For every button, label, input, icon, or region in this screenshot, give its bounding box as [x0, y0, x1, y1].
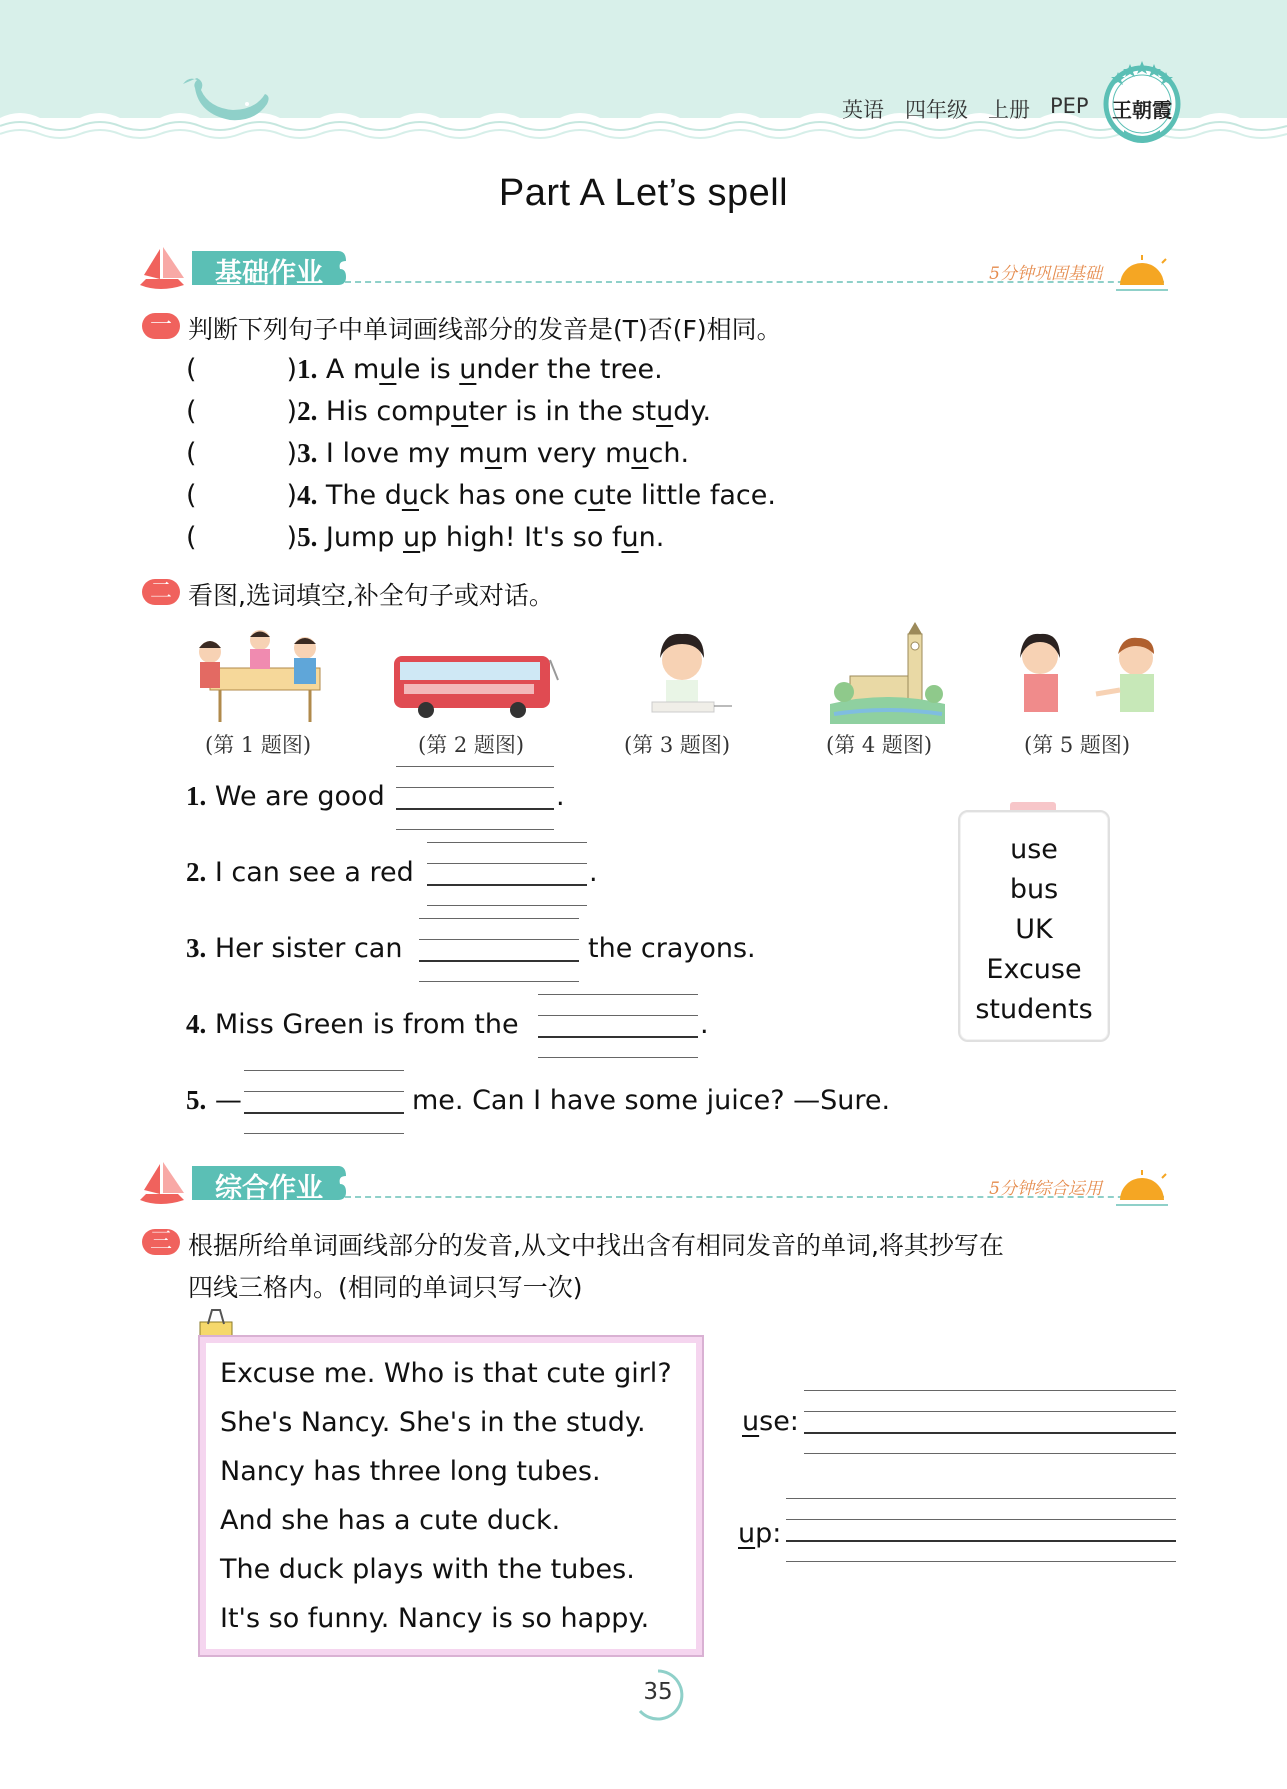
sentence-number: 4.	[186, 1009, 207, 1039]
prompt-use: use:	[742, 1406, 799, 1437]
section-banner-comprehensive	[140, 1160, 1172, 1210]
item-text: The d	[317, 480, 402, 511]
picture-caption: (第 1 题图)	[205, 733, 312, 757]
word-bank-item: use	[1010, 834, 1058, 865]
section-label: 综合作业	[215, 1173, 323, 1204]
answer-paren-open[interactable]: (	[186, 396, 197, 427]
item-text: n.	[638, 522, 665, 553]
passage-line: She's Nancy. She's in the study.	[220, 1407, 646, 1438]
fill-sentence-5	[186, 1085, 242, 1116]
picture-caption: (第 4 题图)	[826, 733, 933, 757]
passage-line: The duck plays with the tubes.	[220, 1554, 635, 1585]
underlined-letter: u	[379, 354, 397, 385]
underlined-letter: u	[656, 396, 674, 427]
underlined-letter: u	[451, 396, 469, 427]
picture-caption: (第 3 题图)	[624, 733, 731, 757]
answer-blank-3[interactable]	[419, 918, 579, 982]
item-text: His comp	[317, 396, 452, 427]
fill-sentence-1	[186, 781, 385, 812]
sentence-number: 3.	[186, 933, 207, 963]
item-number: 1.	[297, 354, 318, 384]
sentence-number: 1.	[186, 781, 207, 811]
writing-lines-up[interactable]	[786, 1498, 1176, 1562]
item-text: ck has one c	[419, 480, 589, 511]
item-text: dy.	[673, 396, 712, 427]
sunrise-icon	[1112, 255, 1172, 295]
answer-paren-open[interactable]: (	[186, 522, 197, 553]
sentence-end: .	[700, 1009, 709, 1040]
underlined-letter: u	[621, 522, 639, 553]
question-number-badge: 一	[142, 313, 180, 339]
question-title: 看图,选词填空,补全句子或对话。	[188, 581, 554, 610]
item-text: A m	[317, 354, 380, 385]
word-bank-item: students	[975, 994, 1093, 1025]
prompt-up: up:	[738, 1518, 782, 1549]
section-note: 5分钟巩固基础	[989, 264, 1102, 284]
answer-paren-close[interactable]: )	[286, 522, 298, 553]
brand-logo	[1102, 58, 1182, 146]
london-big-ben-picture	[830, 620, 945, 725]
sentence-end: the crayons.	[588, 933, 756, 964]
passage-line: And she has a cute duck.	[220, 1505, 561, 1536]
answer-blank-2[interactable]	[427, 842, 587, 906]
answer-paren-open[interactable]: (	[186, 354, 197, 385]
answer-paren-close[interactable]: )	[286, 354, 298, 385]
underlined-letter: u	[484, 438, 502, 469]
answer-blank-4[interactable]	[538, 994, 698, 1058]
answer-paren-open[interactable]: (	[186, 438, 197, 469]
fill-sentence-3	[186, 933, 402, 964]
sentence-text: We are good	[206, 781, 385, 812]
fill-sentence-4	[186, 1009, 519, 1040]
word-bank-item: bus	[1009, 874, 1059, 905]
children-at-table-picture	[190, 622, 330, 727]
page-number: 35	[643, 1679, 673, 1705]
sentence-text: Miss Green is from the	[206, 1009, 519, 1040]
item-number: 5.	[297, 522, 318, 552]
section-label: 基础作业	[215, 258, 323, 289]
answer-paren-close[interactable]: )	[286, 480, 298, 511]
header-edition: PEP	[1050, 94, 1089, 118]
judge-item	[186, 522, 664, 553]
word-bank-item: Excuse	[986, 954, 1082, 985]
sentence-end: .	[589, 857, 598, 888]
answer-blank-1[interactable]	[396, 766, 554, 830]
reading-passage	[198, 1335, 704, 1657]
sentence-text: Her sister can	[206, 933, 403, 964]
sentence-text: —	[206, 1085, 242, 1116]
header-grade: 四年级	[905, 98, 968, 122]
girl-with-crayons-picture	[632, 622, 732, 727]
girl-and-boy-picture	[1008, 624, 1178, 729]
judge-item	[186, 354, 663, 385]
item-text: p high! It's so f	[420, 522, 622, 553]
underlined-letter: u	[459, 354, 477, 385]
sentence-number: 5.	[186, 1085, 207, 1115]
item-text: le is	[396, 354, 460, 385]
item-number: 3.	[297, 438, 318, 468]
whale-icon	[175, 74, 275, 134]
passage-line: Excuse me. Who is that cute girl?	[220, 1358, 672, 1389]
judge-item	[186, 396, 711, 427]
passage-line: It's so funny. Nancy is so happy.	[220, 1603, 650, 1634]
section-note: 5分钟综合运用	[989, 1179, 1102, 1199]
answer-blank-5[interactable]	[244, 1070, 404, 1134]
item-text: Jump	[317, 522, 404, 553]
item-text: m very m	[501, 438, 632, 469]
item-number: 4.	[297, 480, 318, 510]
logo-text: 王朝霞	[1112, 98, 1172, 122]
item-text: ch.	[648, 438, 690, 469]
item-text: nder the tree.	[476, 354, 663, 385]
item-text: I love my m	[317, 438, 485, 469]
item-text: te little face.	[605, 480, 776, 511]
judge-item	[186, 480, 776, 511]
underlined-letter: u	[401, 480, 419, 511]
underlined-letter: u	[403, 522, 421, 553]
sentence-number: 2.	[186, 857, 207, 887]
fill-sentence-2	[186, 857, 414, 888]
question-title: 判断下列句子中单词画线部分的发音是(T)否(F)相同。	[188, 315, 782, 344]
question-title-continued: 四线三格内。(相同的单词只写一次)	[188, 1273, 583, 1302]
item-number: 2.	[297, 396, 318, 426]
question-number-badge: 二	[142, 579, 180, 605]
answer-paren-open[interactable]: (	[186, 480, 197, 511]
underlined-letter: u	[588, 480, 606, 511]
picture-caption: (第 5 题图)	[1024, 733, 1131, 757]
question-number-badge: 三	[142, 1229, 180, 1255]
writing-lines-use[interactable]	[804, 1390, 1176, 1454]
sunrise-icon	[1112, 1170, 1172, 1210]
section-banner-basic	[140, 245, 1172, 295]
answer-paren-close[interactable]: )	[286, 396, 298, 427]
passage-line: Nancy has three long tubes.	[220, 1456, 601, 1487]
page-title: Part A Let’s spell	[498, 172, 789, 214]
word-bank	[958, 810, 1110, 1042]
word-bank-item: UK	[1015, 914, 1053, 945]
sentence-end: .	[556, 781, 565, 812]
sentence-text: I can see a red	[206, 857, 414, 888]
sentence-end: me. Can I have some juice? —Sure.	[412, 1085, 891, 1116]
question-title: 根据所给单词画线部分的发音,从文中找出含有相同发音的单词,将其抄写在	[188, 1231, 1004, 1260]
judge-item	[186, 438, 689, 469]
underlined-letter: u	[631, 438, 649, 469]
header-volume: 上册	[988, 98, 1030, 122]
answer-paren-close[interactable]: )	[286, 438, 298, 469]
item-text: ter is in the st	[468, 396, 657, 427]
picture-caption: (第 2 题图)	[418, 733, 525, 757]
header-subject: 英语	[842, 98, 884, 122]
